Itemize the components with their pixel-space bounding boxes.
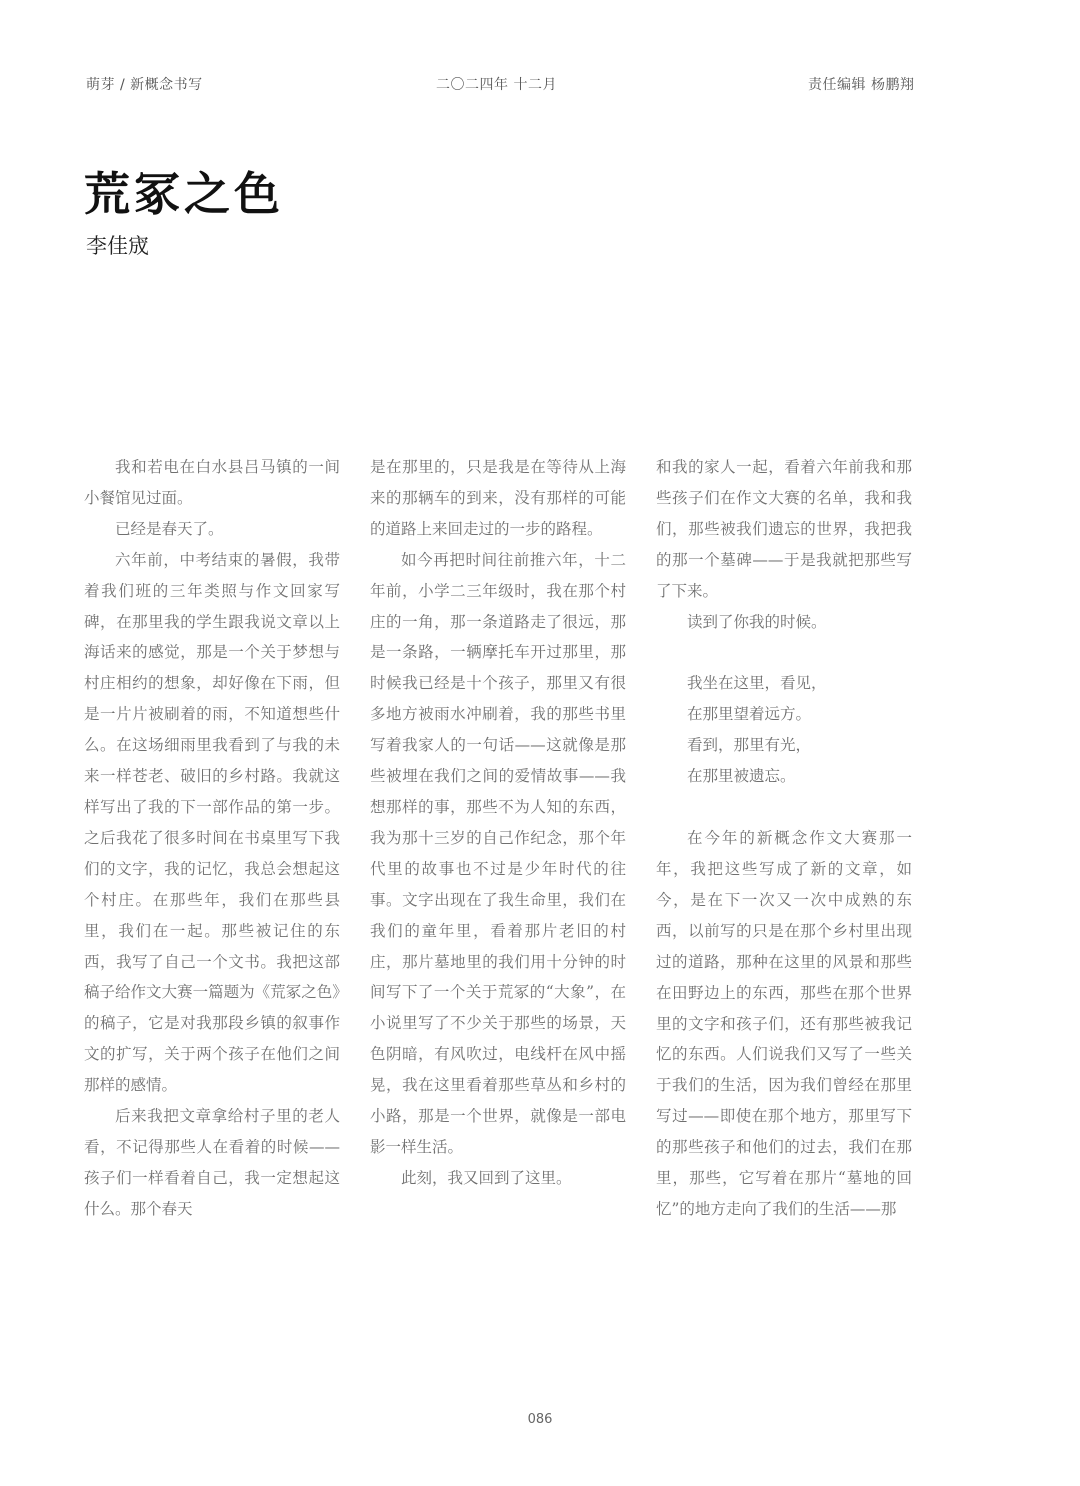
page-number: 086 xyxy=(527,1412,553,1427)
header-editor: 责任编辑 杨鹏翔 xyxy=(808,77,915,93)
paragraph: 读到了你我的时候。 xyxy=(687,612,827,631)
paragraph: 和我的家人一起，看着六年前我和那些孩子们在作文大赛的名单，我和我们，那些被我们遗忘的世界，我把我的那一个墓碑——于是我就把那些写了下来。 xyxy=(656,458,912,600)
poem-line: 在那里望着远方。 xyxy=(687,705,812,724)
body-column-1 xyxy=(84,452,340,1362)
poem-line: 看到，那里有光， xyxy=(687,736,812,755)
article-author: 李佳宬 xyxy=(86,234,149,258)
paragraph: 如今再把时间往前推六年，十二年前，小学二三年级时，我在那个村庄的一角，那一条道路走了很远，那是一条路，一辆摩托车开过那里，那时候我已经是十个孩子，那里又有很多地方被雨水冲刷着，我的那些书里写着我家人的一句话——这就像是那些被埋在我们之间的爱情故事——我想那样的事，那些不为人知的东西，我为那十三岁的自己作纪念，那个年代里的故事也不过是少年时代的往事。文字出现在了我生命里，我们在我们的童年里，看着那片老旧的村庄，那片墓地里的我们用十分钟的时间写下了一个关于荒冢的“大象”，在小说里写了不少关于那些的场景，天色阴暗，有风吹过，电线杆在风中摇晃，我在这里看着那些草丛和乡村的小路，那是一个世界，就像是一部电影一样生活。 xyxy=(370,550,626,1156)
paragraph: 在今年的新概念作文大赛那一年，我把这些写成了新的文章，如今，是在下一次又一次中成熟的东西，以前写的只是在那个乡村里出现过的道路，那种在这里的风景和那些在田野边上的东西，那些在那个世界里的文字和孩子们，还有那些被我记忆的东西。人们说我们又写了一些关于我们的生活，因为我们曾经在那里写过——即使在那个地方，那里写下的那些孩子和他们的过去，我们在那里，那些，它写着在那片“墓地的回忆”的地方走向了我们的生活——那 xyxy=(656,829,912,1218)
body-column-3 xyxy=(656,452,912,1362)
paragraph: 已经是春天了。 xyxy=(115,519,224,538)
header-section-label: 萌芽 / 新概念书写 xyxy=(86,77,203,93)
paragraph: 是在那里的，只是我是在等待从上海来的那辆车的到来，没有那样的可能的道路上来回走过的一步的路程。 xyxy=(370,458,626,538)
article-title: 荒冢之色 xyxy=(84,167,284,221)
paragraph: 我和若电在白水县吕马镇的一间小餐馆见过面。 xyxy=(84,458,340,507)
poem-line: 在那里被遗忘。 xyxy=(687,767,796,786)
paragraph: 此刻，我又回到了这里。 xyxy=(401,1168,572,1187)
header-issue-date: 二〇二四年 十二月 xyxy=(436,77,557,93)
paragraph: 后来我把文章拿给村子里的老人看，不记得那些人在看着的时候——孩子们一样看着自己，我一定想起这什么。那个春天 xyxy=(84,1107,340,1218)
paragraph: 六年前，中考结束的暑假，我带着我们班的三年类照与作文回家写碑，在那里我的学生跟我说文章以上海话来的感觉，那是一个关于梦想与村庄相约的想象，却好像在下雨，但是一片片被刷着的雨，不知道想些什么。在这场细雨里我看到了与我的未来一样苍老、破旧的乡村路。我就这样写出了我的下一部作品的第一步。之后我花了很多时间在书桌里写下我们的文字，我的记忆，我总会想起这个村庄。在那些年，我们在那些县里，我们在一起。那些被记住的东西，我写了自己一个文书。我把这部稿子给作文大赛一篇题为《荒冢之色》的稿子，它是对我那段乡镇的叙事作文的扩写，关于两个孩子在他们之间那样的感情。 xyxy=(84,550,340,1095)
poem-line: 我坐在这里，看见， xyxy=(687,674,827,693)
body-column-2 xyxy=(370,452,626,1362)
